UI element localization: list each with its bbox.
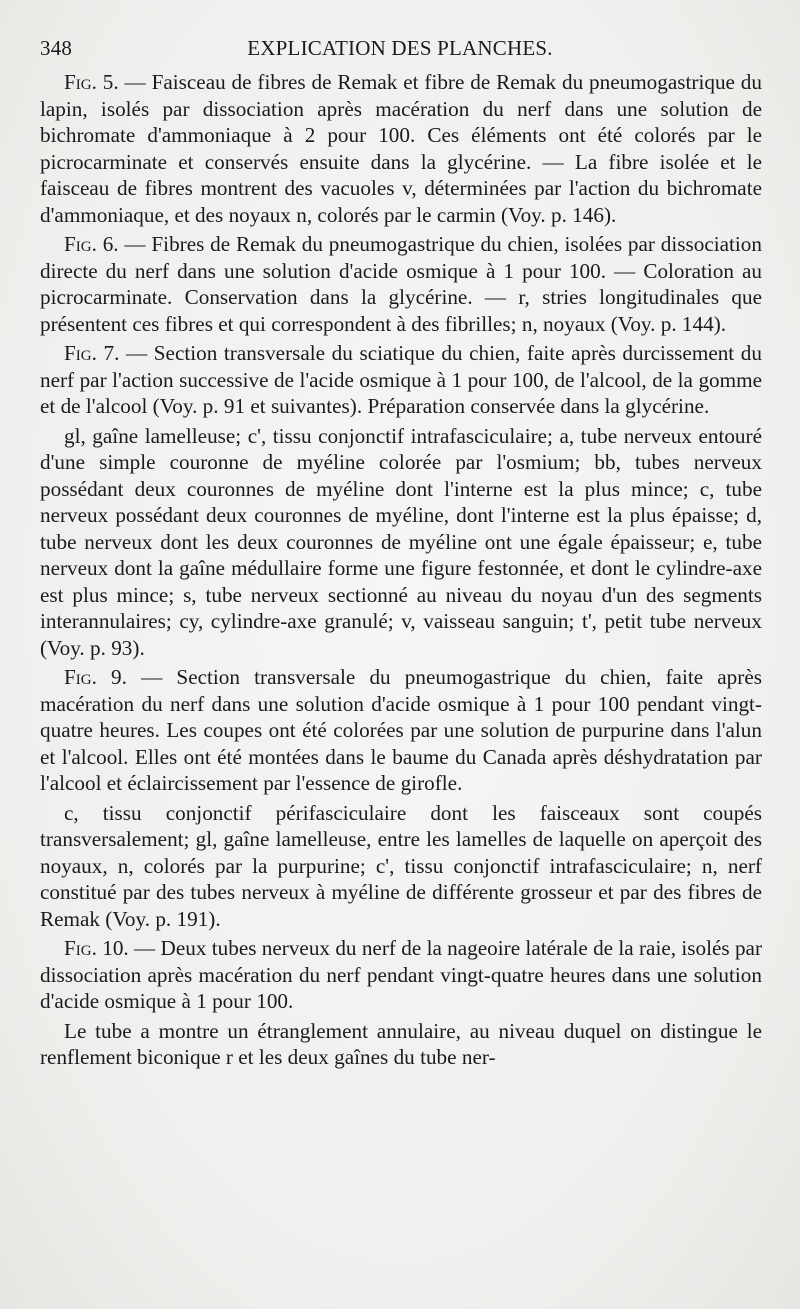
figure-label: Fig. 5. (64, 70, 119, 94)
paragraph-fig-9 (40, 664, 762, 797)
paragraph-text: — Section transversale du sciatique du chien, faite après durcissement du nerf par l'action successive de l'acide osmique à 1 pour 100, de l'alcool, de la gomme et de l'alcool (Voy. p. 91 et suivantes). Préparation conservée dans la glycérine. (40, 341, 762, 418)
page-number: 348 (40, 36, 73, 60)
paragraph-text: gl, gaîne lamelleuse; c', tissu conjonctif intrafasciculaire; a, tube nerveux entouré d'une simple couronne de myéline colorée par l'osmium; bb, tubes nerveux possédant deux couronnes de myéline dont l'interne est la plus mince; c, tube nerveux possédant deux couronnes de myéline, dont l'interne est la plus épaisse; d, tube nerveux dont les deux couronnes de myéline ont une égale épaisseur; e, tube nerveux dont la gaîne médullaire forme une figure festonnée, et dont le cylindre-axe est plus mince; s, tube nerveux sectionné au niveau du noyau d'un des segments interannulaires; cy, cylindre-axe granulé; v, vaisseau sanguin; t', petit tube nerveux (Voy. p. 93). (40, 423, 762, 660)
paragraph-text: c, tissu conjonctif périfasciculaire dont les faisceaux sont coupés transversalement; gl, gaîne lamelleuse, entre les lamelles de laquelle on aperçoit des noyaux, n, colorés par la purpurine; c', tissu conjonctif intrafasciculaire; n, nerf constitué par des tubes nerveux à myéline de différente grosseur et par des fibres de Remak (Voy. p. 191). (40, 800, 762, 931)
body-text (40, 69, 762, 1074)
page-header (40, 36, 760, 66)
paragraph-fig-9-legend (40, 800, 762, 933)
running-head: EXPLICATION DES PLANCHES. (247, 36, 553, 60)
paragraph-fig-6 (40, 231, 762, 337)
paragraph-text: — Section transversale du pneumogastrique du chien, faite après macération du nerf dans une solution d'acide osmique à 1 pour 100 pendant vingt-quatre heures. Les coupes ont été colorées par une solution de purpurine dans l'alun et l'alcool. Elles ont été montées dans le baume du Canada après déshydratation par l'alcool et éclaircissement par l'essence de girofle. (40, 665, 762, 795)
paragraph-fig-10-legend (40, 1018, 762, 1071)
figure-label: Fig. 6. (64, 232, 119, 256)
paragraph-text: — Fibres de Remak du pneumogastrique du chien, isolées par dissociation directe du nerf dans une solution d'acide osmique à 1 pour 100. — Coloration au picrocarminate. Conservation dans la glycérine. — r, stries longitudinales que présentent ces fibres et qui correspondent à des fibrilles; n, noyaux (Voy. p. 144). (40, 232, 762, 336)
paragraph-fig-10 (40, 935, 762, 1015)
figure-label: Fig. 7. (64, 341, 120, 365)
paragraph-text: — Deux tubes nerveux du nerf de la nageoire latérale de la raie, isolés par dissociation après macération du nerf pendant vingt-quatre heures dans une solution d'acide osmique à 1 pour 100. (40, 936, 762, 1013)
paragraph-fig-7 (40, 340, 762, 420)
paragraph-text: — Faisceau de fibres de Remak et fibre de Remak du pneumogastrique du lapin, isolés par dissociation après macération du nerf dans une solution de bichromate d'ammoniaque à 2 pour 100. Ces éléments ont été colorés par le picrocarminate et conservés ensuite dans la glycérine. — La fibre isolée et le faisceau de fibres montrent des vacuoles v, déterminées par l'action du bichromate d'ammoniaque, et des noyaux n, colorés par le carmin (Voy. p. 146). (40, 70, 762, 227)
paragraph-text: Le tube a montre un étranglement annulaire, au niveau duquel on distingue le renflement biconique r et les deux gaînes du tube ner- (40, 1018, 762, 1069)
paragraph-fig-5 (40, 69, 762, 228)
paragraph-fig-7-legend (40, 423, 762, 662)
figure-label: Fig. 9. (64, 665, 127, 689)
figure-label: Fig. 10. (64, 936, 129, 960)
